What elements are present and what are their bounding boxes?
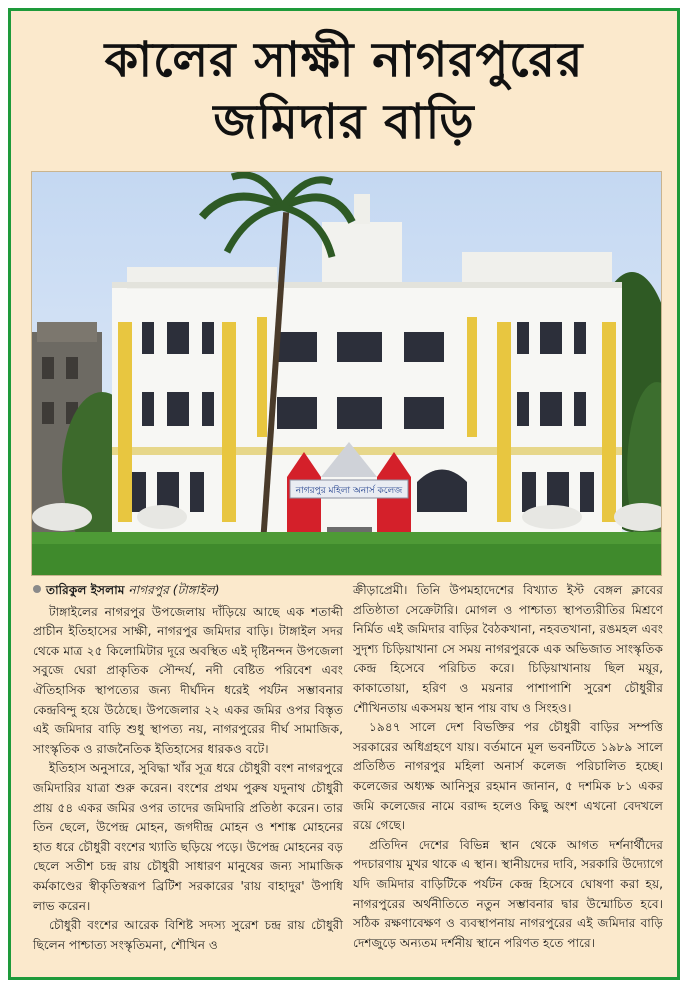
paragraph: চৌধুরী বংশের আরেক বিশিষ্ট সদস্য সুরেশ চন্দ্র রায় চৌধুরী ছিলেন পাশ্চাত্য সংস্কৃতিমনা, শৌখিন ও <box>33 918 343 952</box>
bullet-icon <box>33 585 41 593</box>
article-frame <box>8 8 680 980</box>
zamindar-house-photo <box>31 171 662 576</box>
paragraph: প্রতিদিন দেশের বিভিন্ন স্থান থেকে আগত দর্শনার্থীদের পদচারণায় মুখর থাকে এ স্থান। স্থানীয়দের দাবি, সরকারি উদ্যোগে যদি জমিদার বাড়িটিকে পর্যটন কেন্দ্র হিসেবে ঘোষণা করা হয়, নাগরপুরের অর্থনীতিতে নতুন সম্ভাবনার দ্বার উন্মোচিত হবে। সঠিক রক্ষণাবেক্ষণ ও ব্যবস্থাপনায় নাগরপুরের এই জমিদার বাড়ি দেশজুড়ে অন্যতম দর্শনীয় স্থানে পরিণত হতে পারে। <box>353 837 663 950</box>
left-column <box>33 581 343 955</box>
banner-text: নাগরপুর মহিলা অনার্স কলেজ <box>295 486 403 496</box>
paragraph: ১৯৪৭ সালে দেশ বিভক্তির পর চৌধুরী বাড়ির সম্পত্তি সরকারের অধিগ্রহণে যায়। বর্তমানে মূল ভবনটিতে ১৯৮৯ সালে প্রতিষ্ঠিত নাগরপুর মহিলা অনার্স কলেজ পরিচালিত হচ্ছে। কলেজের অধ্যক্ষ আনিসুর রহমান জানান, ৫ দশমিক ৮১ একর জমি কলেজের নামে বরাদ্দ হলেও কিছু অংশ এখনো বেদখলে রয়ে গেছে। <box>353 720 663 833</box>
right-column <box>353 581 663 953</box>
author-name: তারিকুল ইসলাম <box>46 583 125 597</box>
byline <box>33 581 343 601</box>
headline-line-1: কালের সাক্ষী নাগরপুরের <box>104 32 584 88</box>
headline <box>11 29 677 153</box>
paragraph: টাঙ্গাইলের নাগরপুর উপজেলায় দাঁড়িয়ে আছে এক শতাব্দী প্রাচীন ইতিহাসের সাক্ষী, নাগরপুর জমিদার বাড়ি। টাঙ্গাইল সদর থেকে মাত্র ২৫ কিলোমিটার দূরে অবস্থিত এই দৃষ্টিনন্দন উপজেলা সবুজে ঘেরা প্রাকৃতিক সৌন্দর্য, নদী বেষ্টিত পরিবেশ এবং ঐতিহাসিক স্থাপত্যের জন্য দীর্ঘদিন ধরেই পর্যটন সম্ভাবনার কেন্দ্রবিন্দু হয়ে উঠেছে। উপজেলার ২২ একর জমির ওপর বিস্তৃত এই জমিদার বাড়ি শুধু স্থাপত্য নয়, নাগরপুরের দীর্ঘ সামাজিক, সাংস্কৃতিক ও রাজনৈতিক ইতিহাসের ধারকও বটে। <box>33 604 343 756</box>
paragraph: ইতিহাস অনুসারে, সুবিদ্ধা খাঁর সূত্র ধরে চৌধুরী বংশ নাগরপুরে জমিদারির যাত্রা শুরু করেন। বংশের প্রথম পুরুষ যদুনাথ চৌধুরী প্রায় ৫৪ একর জমির ওপর তাদের জমিদারি প্রতিষ্ঠা করেন। তার তিন ছেলে, উপেন্দ্র মোহন, জগদীন্দ্র মোহন ও শশাঙ্ক মোহনের হাত ধরে চৌধুরী বংশের খ্যাতি ছড়িয়ে পড়ে। উপেন্দ্র মোহনের বড় ছেলে সতীশ চন্দ্র রায় চৌধুরী সাধারণ মানুষের জন্য সামাজিক কর্মকাণ্ডের স্বীকৃতিস্বরূপ ব্রিটিশ সরকারের 'রায় বাহাদুর' উপাধি লাভ করেন। <box>33 761 343 913</box>
headline-line-2: জমিদার বাড়ি <box>213 94 475 150</box>
dateline-place: নাগরপুর (টাঙ্গাইল) <box>128 583 220 597</box>
article-body <box>33 581 661 981</box>
paragraph: ক্রীড়াপ্রেমী। তিনি উপমহাদেশের বিখ্যাত ইস্ট বেঙ্গল ক্লাবের প্রতিষ্ঠাতা সেক্রেটারি। মোগল ও পাশ্চাত্য স্থাপত্যরীতির মিশ্রণে নির্মিত এই জমিদার বাড়ির বৈঠকখানা, নহবতখানা, রঙমহল এবং সুদৃশ্য চিড়িয়াখানা সে সময় নাগরপুরকে এক অভিজাত সাংস্কৃতিক কেন্দ্র হিসেবে পরিচিত করে। চিড়িয়াখানায় ছিল ময়ূর, কাকাতোয়া, হরিণ ও ময়নার পাশাপাশি সুরেশ চৌধুরীর শৌখিনতায় একসময় স্থান পায় বাঘ ও সিংহও। <box>353 583 663 715</box>
